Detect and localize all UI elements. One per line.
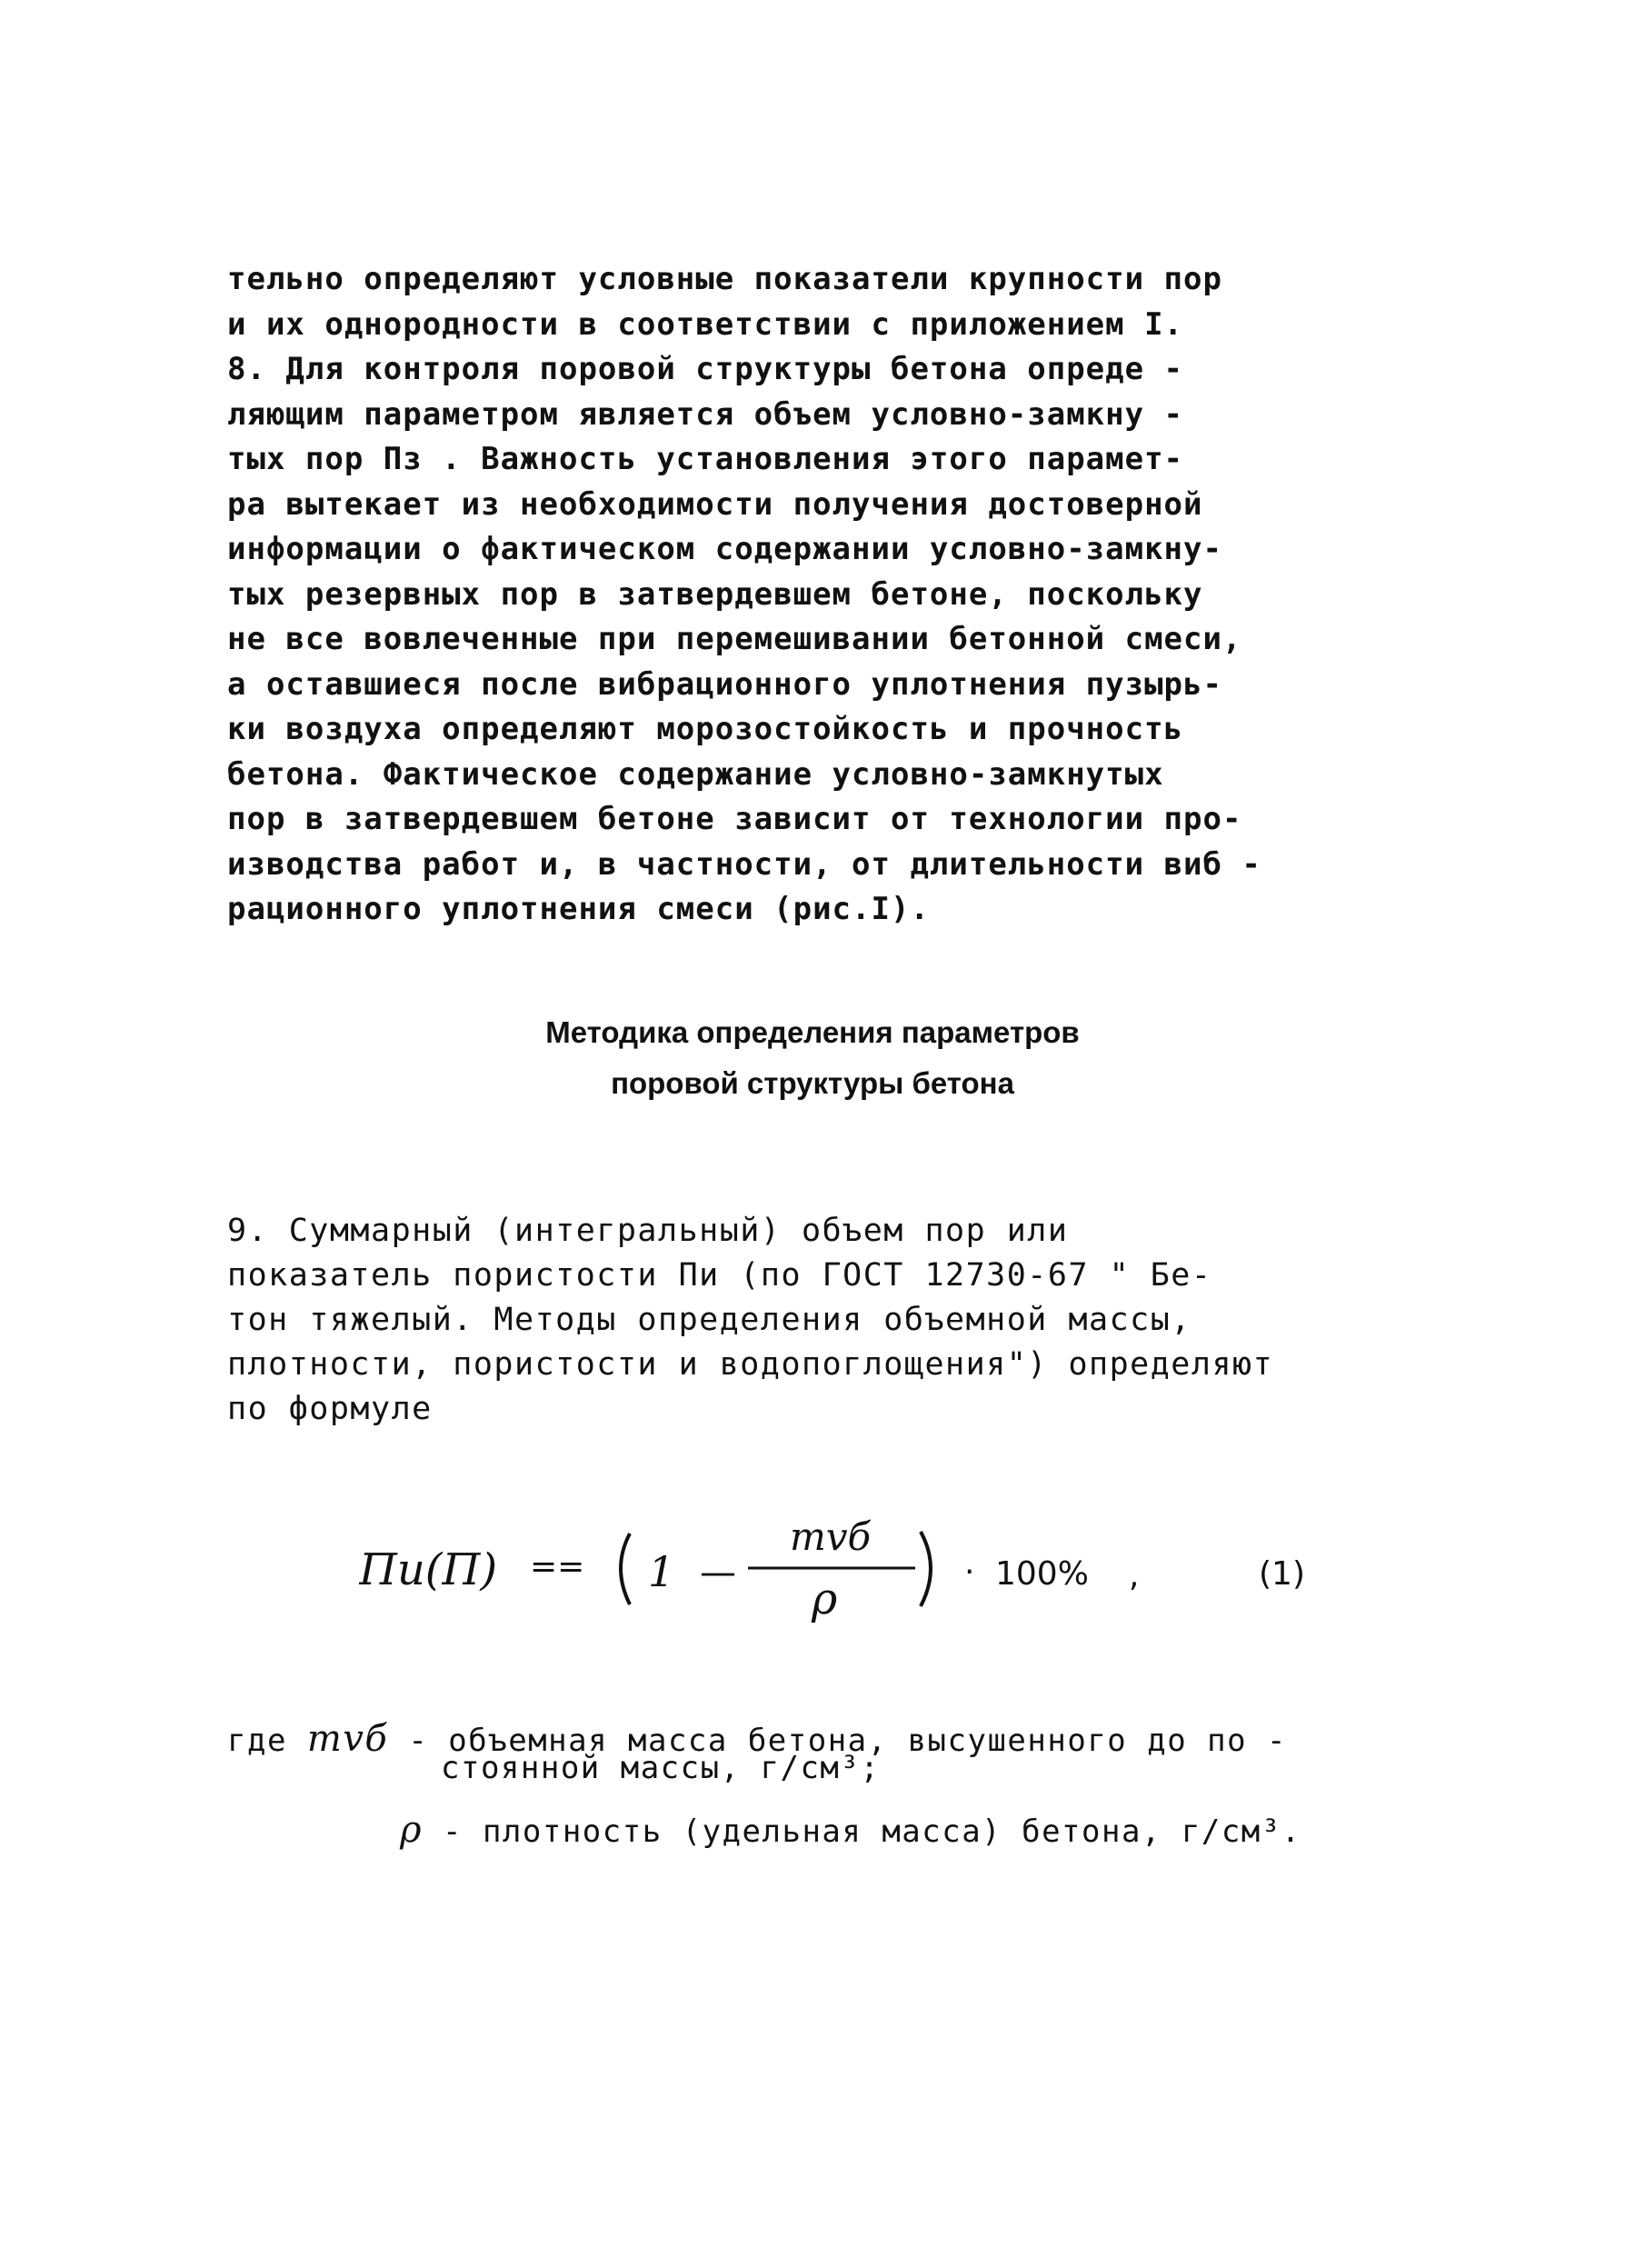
text-line: изводства работ и, в частности, от длительности виб - xyxy=(227,845,1261,883)
text-line: ра вытекает из необходимости получения достоверной xyxy=(227,485,1203,523)
section-heading xyxy=(0,1007,1625,1109)
right-paren xyxy=(921,1532,931,1606)
formula-number: (1) xyxy=(1259,1555,1305,1593)
text-line: рационного уплотнения смеси (рис.I). xyxy=(227,891,930,927)
paragraph-2 xyxy=(227,1209,1372,1432)
formula-one: 1 xyxy=(648,1547,675,1596)
text-line: показатель пористости Пи (по ГОСТ 12730-67 " Бе- xyxy=(227,1257,1212,1294)
definition-2: - плотность (удельная масса) бетона, г/см³. xyxy=(443,1813,1301,1850)
text-line: ки воздуха определяют морозостойкость и прочность xyxy=(227,711,1184,747)
text-line: и их однородности в соответствии с приложением I. xyxy=(227,305,1184,343)
heading-line-1: Методика определения параметров xyxy=(545,1015,1080,1049)
text-line: тых пор Пз . Важность установления этого парамет- xyxy=(227,441,1184,477)
text-line: 8. Для контроля поровой структуры бетона опреде - xyxy=(227,351,1184,387)
text-line: информации о фактическом содержании условно-замкну- xyxy=(227,531,1222,567)
formula-comma: , xyxy=(1129,1557,1140,1594)
text-line: а оставшиеся после вибрационного уплотнения пузырь- xyxy=(227,665,1222,703)
formula-equals: == xyxy=(530,1548,585,1585)
formula-numerator: mvб xyxy=(790,1514,872,1559)
where-label: где xyxy=(227,1723,287,1759)
left-paren xyxy=(621,1534,630,1604)
text-line: пор в затвердевшем бетоне зависит от технологии про- xyxy=(227,801,1242,837)
text-line: не все вовлеченные при перемешивании бетонной смеси, xyxy=(227,621,1242,657)
formula-graphic xyxy=(359,1477,1404,1641)
heading-line-2: поровой структуры бетона xyxy=(611,1066,1014,1100)
definition-row-2 xyxy=(400,1809,1301,1851)
paragraph-1 xyxy=(227,257,1372,933)
text-line: ляющим параметром является объем условно-замкну - xyxy=(227,395,1184,433)
formula-1 xyxy=(359,1477,1404,1641)
text-line: бетона. Фактическое содержание условно-замкнутых xyxy=(227,755,1164,793)
formula-times: · xyxy=(964,1554,975,1591)
formula-denominator: ρ xyxy=(812,1574,838,1624)
text-line: тых резервных пор в затвердевшем бетоне, поскольку xyxy=(227,575,1203,613)
definition-1a: - объемная масса бетона, высушенного до по - xyxy=(408,1723,1288,1759)
text-line: плотности, пористости и водопоглощения") определяют xyxy=(227,1346,1274,1383)
definition-1b: стоянной массы, г/см³; xyxy=(441,1750,881,1786)
text-line: тельно определяют условные показатели крупности пор xyxy=(227,261,1222,297)
text-line: по формуле xyxy=(227,1391,433,1427)
formula-minus: — xyxy=(700,1552,736,1594)
symbol-density: ρ xyxy=(400,1809,424,1851)
formula-lhs: Пи(П) xyxy=(359,1544,498,1595)
text-line: тон тяжелый. Методы определения объемной массы, xyxy=(227,1302,1191,1338)
text-line: 9. Суммарный (интегральный) объем пор или xyxy=(227,1213,1069,1249)
definition-row-1b xyxy=(441,1750,880,1786)
symbol-bulk-density: mvб xyxy=(306,1718,389,1760)
formula-percent: 100% xyxy=(995,1555,1089,1593)
